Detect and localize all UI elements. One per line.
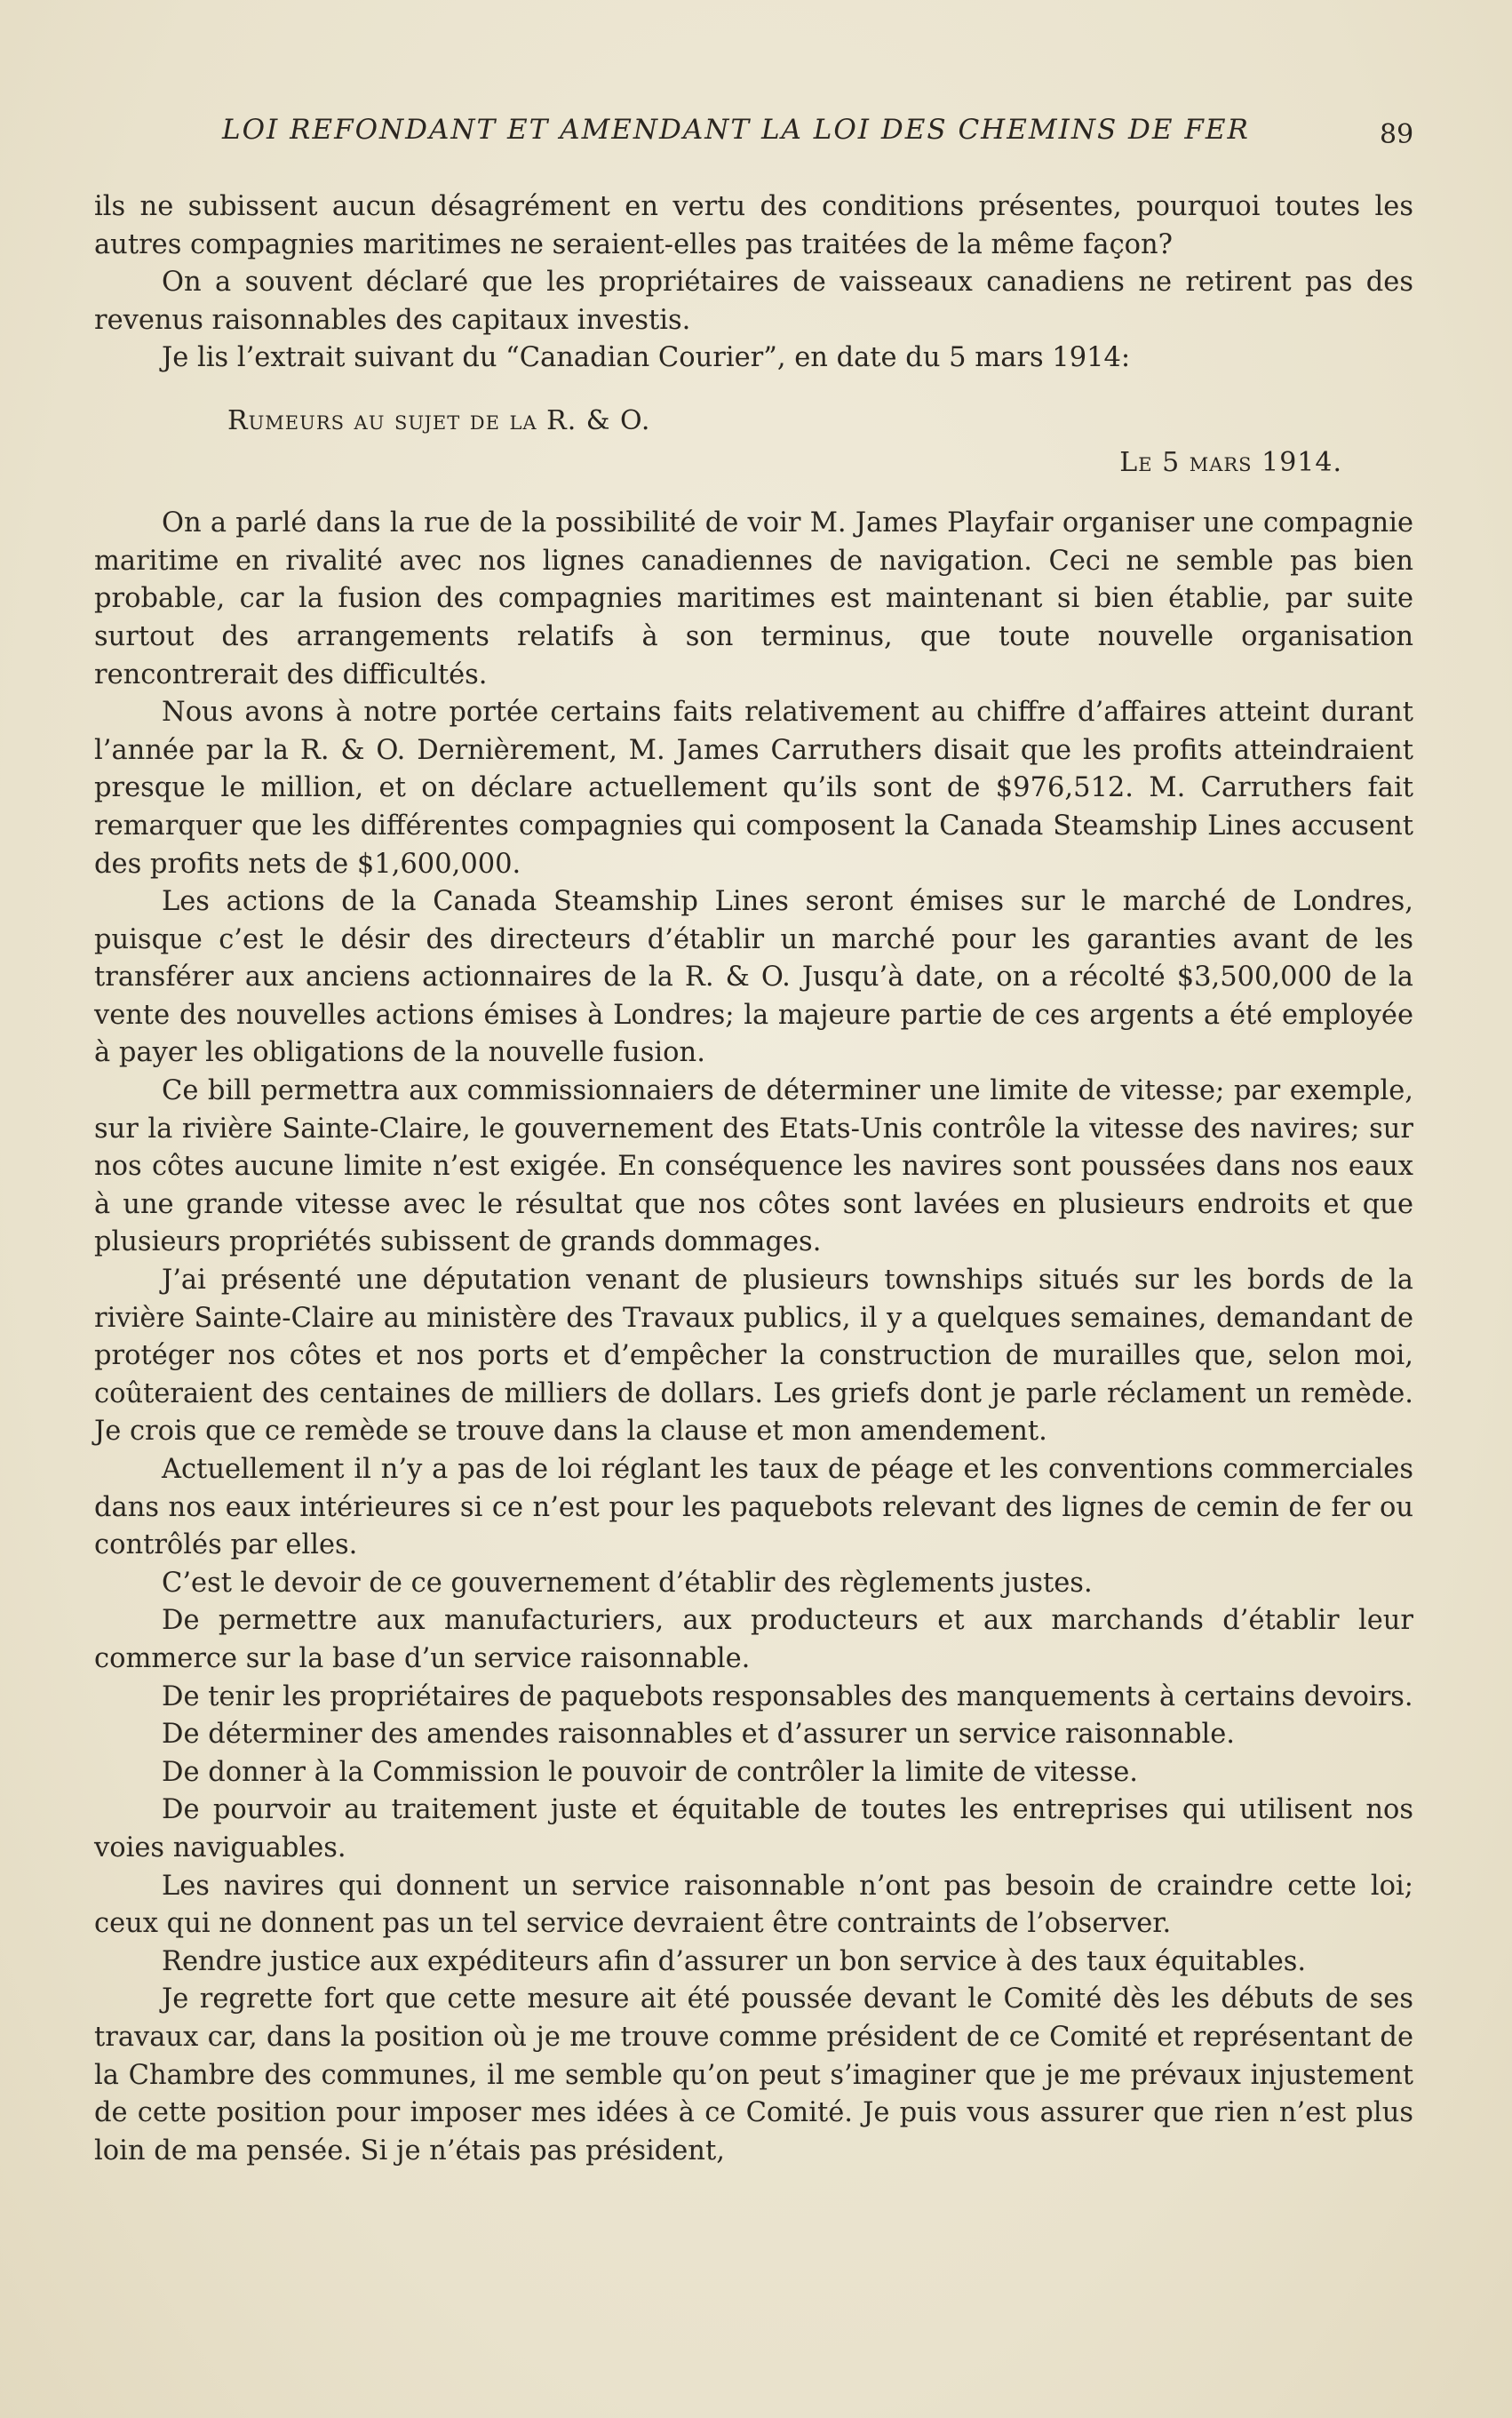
- paragraph: On a souvent déclaré que les propriétaires de vaisseaux canadiens ne retirent pas des revenus raisonnables des capitaux investis.: [94, 267, 1413, 336]
- paragraph: Je lis l’extrait suivant du “Canadian Courier”, en date du 5 mars 1914:: [162, 342, 1131, 374]
- paragraph: Nous avons à notre portée certains faits relativement au chiffre d’affaires atteint durant l’année par la R. & O. Dernièrement, M. James Carruthers disait que les profits atteindraient presque le million, et on déclare actuellement qu’ils sont de $976,512. M. Carruthers fait remarquer que les différentes compagnies qui composent la Canada Steamship Lines accusent des profits nets de $1,600,000.: [94, 697, 1413, 880]
- paragraph: On a parlé dans la rue de la possibilité de voir M. James Playfair organiser une compagnie maritime en rivalité avec nos lignes canadiennes de navigation. Ceci ne semble pas bien probable, car la fusion des compagnies maritimes est maintenant si bien établie, par suite surtout des arrangements relatifs à son terminus, que toute nouvelle organisation rencontrerait des difficultés.: [94, 507, 1413, 690]
- paragraph: J’ai présenté une députation venant de plusieurs townships situés sur les bords de la rivière Sainte-Claire au ministère des Travaux publics, il y a quelques semaines, demandant de protéger nos côtes et nos ports et d’empêcher la construction de murailles que, selon moi, coûteraient des centaines de milliers de dollars. Les griefs dont je parle réclament un remède. Je crois que ce remède se trouve dans la clause et mon amendement.: [94, 1265, 1413, 1448]
- paragraph: Je regrette fort que cette mesure ait été poussée devant le Comité dès les débuts de ses travaux car, dans la position où je me trouve comme président de ce Comité et représentant de la Chambre des communes, il me semble qu’on peut s’imaginer que je me prévaux injustement de cette position pour imposer mes idées à ce Comité. Je puis vous assurer que rien n’est plus loin de ma pensée. Si je n’étais pas président,: [94, 1983, 1413, 2167]
- quote-heading: Rumeurs au sujet de la R. & O.: [227, 404, 651, 436]
- paragraph: De pourvoir au traitement juste et équitable de toutes les entreprises qui utilisent nos voies naviguables.: [94, 1794, 1413, 1863]
- paragraph: De tenir les propriétaires de paquebots responsables des manquements à certains devoirs.: [162, 1680, 1413, 1712]
- paragraph: De déterminer des amendes raisonnables et d’assurer un service raisonnable.: [162, 1719, 1235, 1751]
- running-title: LOI REFONDANT ET AMENDANT LA LOI DES CHEMINS DE FER: [222, 114, 1250, 146]
- paragraph: Actuellement il n’y a pas de loi réglant les taux de péage et les conventions commerciales dans nos eaux intérieures si ce n’est pour les paquebots relevant des lignes de cemin de fer ou contrôlés par elles.: [94, 1454, 1413, 1561]
- paragraph: Les navires qui donnent un service raisonnable n’ont pas besoin de craindre cette loi; ceux qui ne donnent pas un tel service devraient être contraints de l’observer.: [94, 1870, 1413, 1940]
- paragraph-continued: ils ne subissent aucun désagrément en vertu des conditions présentes, pourquoi toutes les autres compagnies maritimes ne seraient-elles pas traitées de la même façon?: [94, 191, 1413, 260]
- body-text: [94, 188, 1413, 2170]
- quote-date: Le 5 mars 1914.: [1119, 446, 1342, 478]
- paragraph: C’est le devoir de ce gouvernement d’établir des règlements justes.: [162, 1567, 1093, 1599]
- paragraph: Ce bill permettra aux commissionnaiers de déterminer une limite de vitesse; par exemple, sur la rivière Sainte-Claire, le gouvernement des Etats-Unis contrôle la vitesse des navires; sur nos côtes aucune limite n’est exigée. En conséquence les navires sont poussées dans nos eaux à une grande vitesse avec le résultat que nos côtes sont lavées en plusieurs endroits et que plusieurs propriétés subissent de grands dommages.: [94, 1075, 1413, 1258]
- paragraph: De donner à la Commission le pouvoir de contrôler la limite de vitesse.: [162, 1756, 1138, 1788]
- page-number: 89: [1380, 119, 1414, 150]
- paragraph: Les actions de la Canada Steamship Lines seront émises sur le marché de Londres, puisque c’est le désir des directeurs d’établir un marché pour les garanties avant de les transférer aux anciens actionnaires de la R. & O. Jusqu’à date, on a récolté $3,500,000 de la vente des nouvelles actions émises à Londres; la majeure partie de ces argents a été employée à payer les obligations de la nouvelle fusion.: [94, 886, 1413, 1069]
- paragraph: Rendre justice aux expéditeurs afin d’assurer un bon service à des taux équitables.: [162, 1945, 1307, 1977]
- paragraph: De permettre aux manufacturiers, aux producteurs et aux marchands d’établir leur commerce sur la base d’un service raisonnable.: [94, 1605, 1413, 1674]
